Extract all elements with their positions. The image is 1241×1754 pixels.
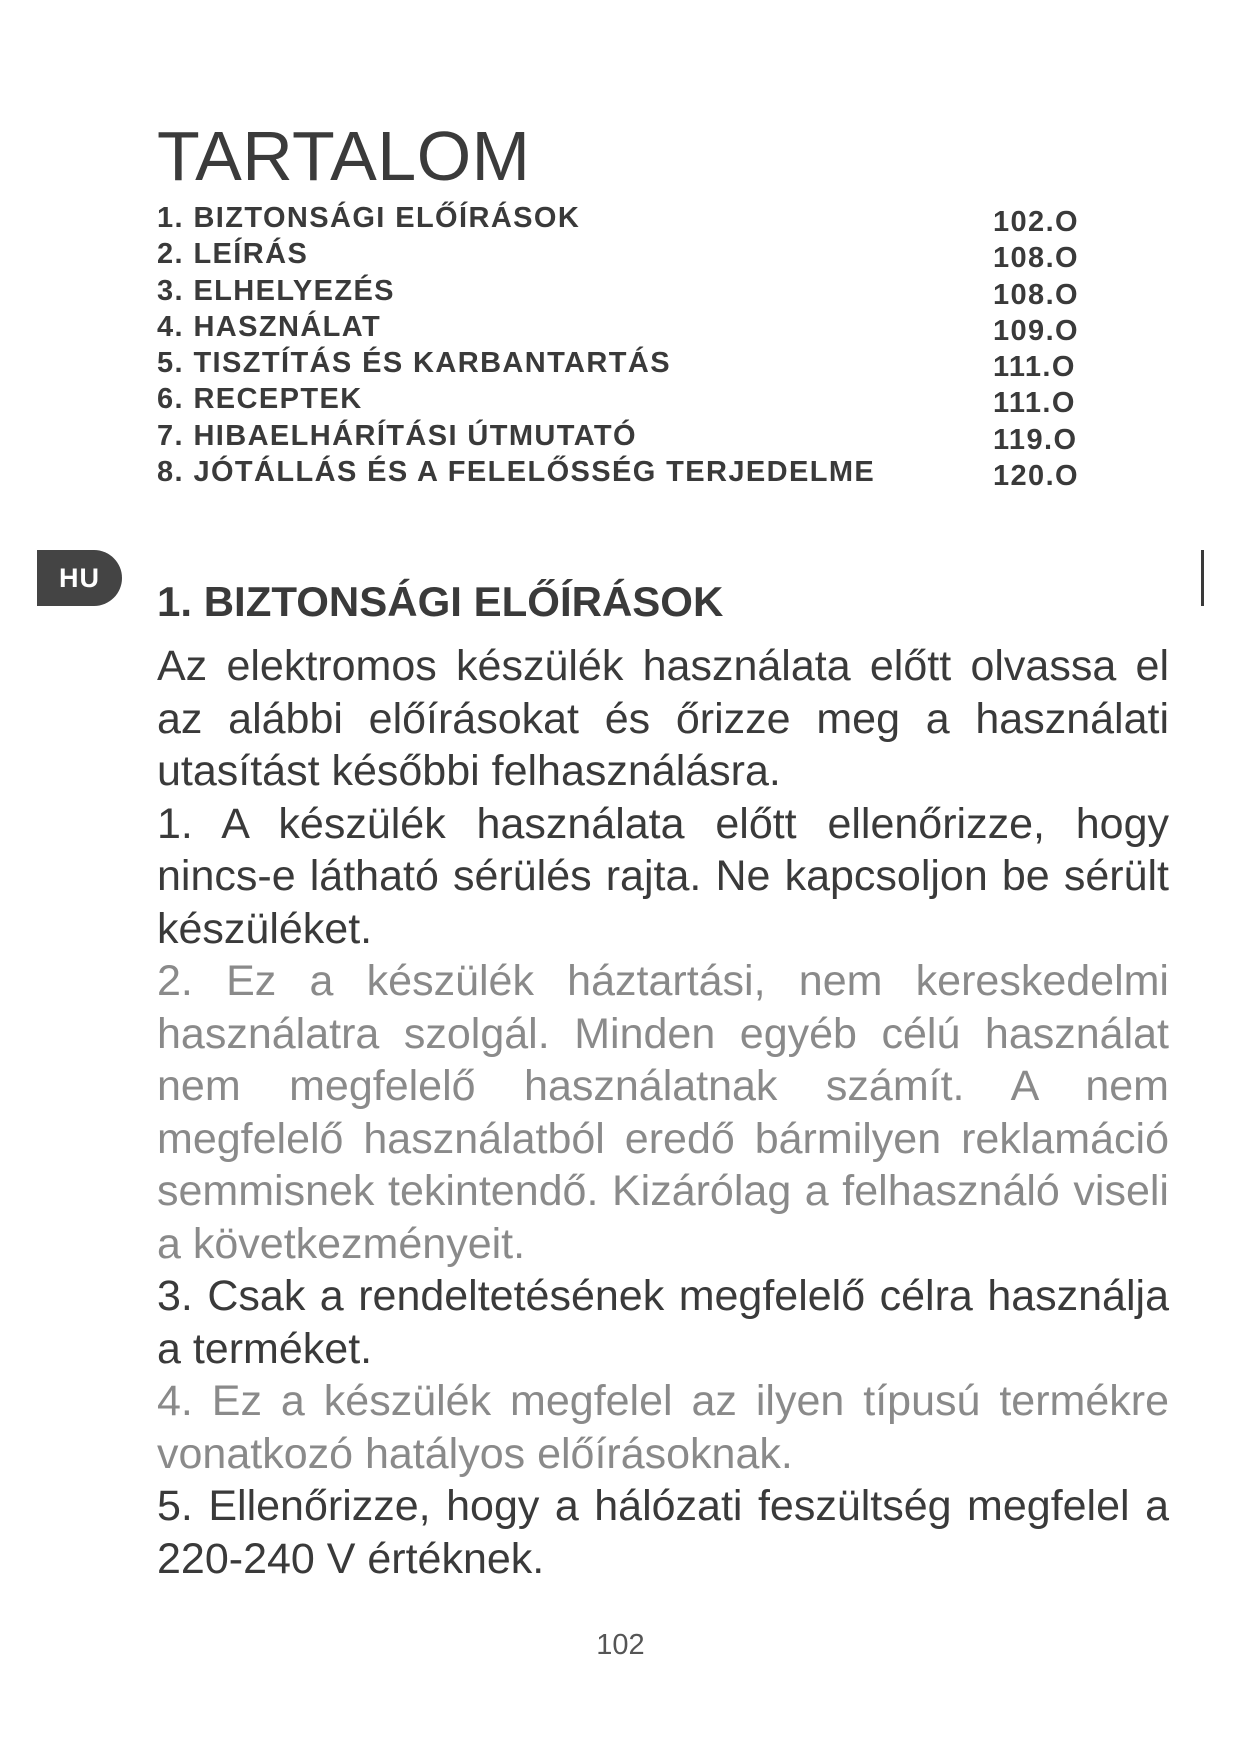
toc-item[interactable] <box>157 309 1077 345</box>
safety-item-3: 3. Csak a rendeltetésének megfelelő célra használja a terméket. <box>157 1272 1169 1373</box>
page-edge-marker <box>1201 550 1204 606</box>
toc-item-label: 6. RECEPTEK <box>157 383 363 416</box>
toc-item-page: 109.O <box>993 314 1079 347</box>
page-number: 102 <box>596 1629 645 1661</box>
intro-paragraph: Az elektromos készülék használata előtt olvassa el az alábbi előírásokat és őrizze meg a használati utasítást későbbi felhasználásra. <box>157 642 1169 795</box>
toc-item-label: 5. TISZTÍTÁS ÉS KARBANTARTÁS <box>157 347 671 380</box>
toc-item-label: 1. BIZTONSÁGI ELŐÍRÁSOK <box>157 202 581 234</box>
toc-title: TARTALOM <box>157 117 531 195</box>
toc-item-page: 120.O <box>993 460 1079 493</box>
section-body <box>157 640 1169 1585</box>
safety-item-1: 1. A készülék használata előtt ellenőrizze, hogy nincs-e látható sérülés rajta. Ne kapcsoljon be sérült készüléket. <box>157 799 1169 953</box>
toc-item[interactable] <box>157 454 1079 493</box>
toc-item-page: 111.O <box>993 351 1076 384</box>
toc-item-page: 108.O <box>993 242 1079 275</box>
toc-item[interactable] <box>157 418 1077 454</box>
toc-item-label: 7. HIBAELHÁRÍTÁSI ÚTMUTATÓ <box>157 419 637 452</box>
language-tab: HU <box>37 550 122 606</box>
table-of-contents <box>157 200 1079 493</box>
toc-item-label: 8. JÓTÁLLÁS ÉS A FELELŐSSÉG TERJEDELME <box>157 456 876 489</box>
safety-item-5: 5. Ellenőrizze, hogy a hálózati feszültség megfelel a 220-240 V értéknek. <box>157 1482 1169 1583</box>
toc-item[interactable] <box>157 273 1077 309</box>
toc-item-page: 111.O <box>993 387 1076 420</box>
toc-item-page: 119.O <box>993 423 1078 456</box>
toc-item[interactable] <box>157 236 1079 275</box>
section-heading: 1. BIZTONSÁGI ELŐÍRÁSOK <box>157 578 724 625</box>
toc-item[interactable] <box>157 200 1077 236</box>
toc-item-label: 4. HASZNÁLAT <box>157 310 382 343</box>
toc-item-page: 108.O <box>993 278 1079 311</box>
toc-item-page: 102.O <box>993 206 1079 238</box>
safety-item-4: 4. Ez a készülék megfelel az ilyen típusú termékre vonatkozó hatályos előírásoknak. <box>157 1377 1169 1478</box>
safety-item-2: 2. Ez a készülék háztartási, nem kereskedelmi használatra szolgál. Minden egyéb célú használat nem megfelelő használatnak számít. A nem megfelelő használatból eredő bármilyen reklamáció semmisnek tekintendő. Kizárólag a felhasználó viseli a következményeit. <box>157 957 1169 1268</box>
toc-item-label: 2. LEÍRÁS <box>157 238 309 271</box>
toc-item-label: 3. ELHELYEZÉS <box>157 274 395 307</box>
toc-item[interactable] <box>157 381 1077 420</box>
toc-item[interactable] <box>157 345 1077 384</box>
